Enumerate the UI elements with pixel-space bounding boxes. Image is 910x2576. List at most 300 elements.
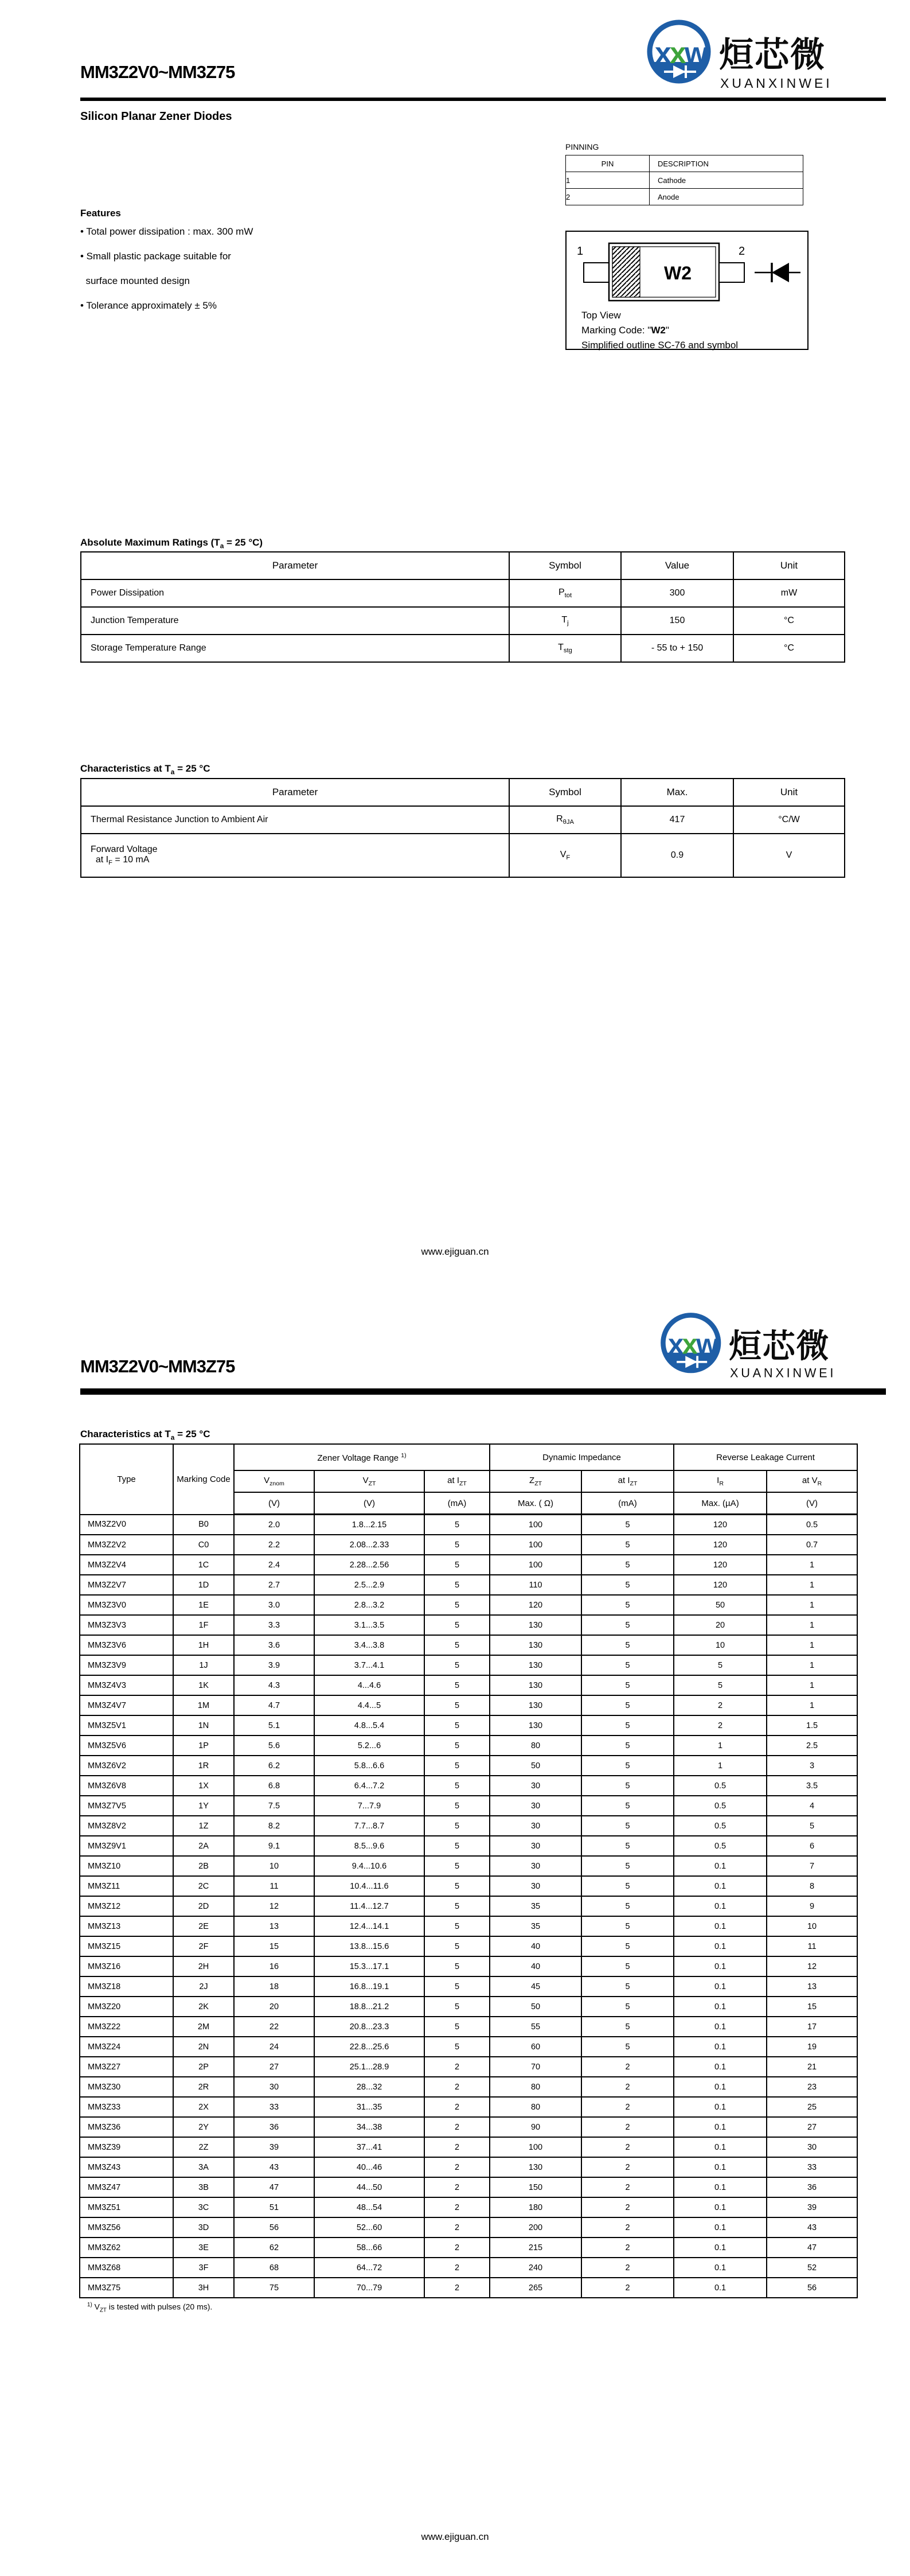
table-cell: 20.8...23.3: [314, 2017, 424, 2037]
logo-cn-text: 烜芯微: [719, 36, 826, 74]
table-row: [80, 2177, 857, 2197]
table-cell: 5.6: [234, 1736, 314, 1756]
table-cell: 2.08...2.33: [314, 1535, 424, 1555]
svg-text:xxw: [668, 1329, 718, 1360]
table-cell: 60: [490, 2037, 581, 2057]
table-cell: 2: [581, 2278, 674, 2298]
table-cell: 265: [490, 2278, 581, 2298]
table-row: [80, 2017, 857, 2037]
table-cell: 19: [767, 2037, 857, 2057]
table-cell: 110: [490, 1575, 581, 1595]
table-row: [80, 1635, 857, 1655]
table-row: [80, 1976, 857, 1997]
abs-max-heading: Absolute Maximum Ratings ($T_a = 25$ °C): [80, 537, 263, 550]
table-cell: 1D: [173, 1575, 234, 1595]
table-cell: 3B: [173, 2177, 234, 2197]
table-cell: 120: [674, 1575, 767, 1595]
table-cell: MM3Z20: [80, 1997, 173, 2017]
table-cell: 5: [424, 1936, 490, 1956]
table-cell: 2: [424, 2117, 490, 2137]
table-cell: 2.4: [234, 1555, 314, 1575]
table-cell: MM3Z51: [80, 2197, 173, 2217]
feature-item: • Total power dissipation : max. 300 mW: [80, 226, 253, 237]
table-cell: 11.4...12.7: [314, 1896, 424, 1916]
table-cell: 25: [767, 2097, 857, 2117]
table-cell: 1J: [173, 1655, 234, 1675]
column-unit: (V): [767, 1492, 857, 1515]
table-row: [80, 2077, 857, 2097]
table-cell: 30: [490, 1876, 581, 1896]
table-cell: 4.7: [234, 1695, 314, 1715]
table-cell: 30: [490, 1776, 581, 1796]
table-cell: 5: [424, 1595, 490, 1615]
table-cell: 0.1: [674, 1916, 767, 1936]
table-cell: 45: [490, 1976, 581, 1997]
table-row: [80, 2278, 857, 2298]
table-cell: 1: [674, 1736, 767, 1756]
table-cell: 2: [581, 2077, 674, 2097]
table-cell: 50: [490, 1997, 581, 2017]
features-section: [80, 208, 253, 318]
table-cell: 2C: [173, 1876, 234, 1896]
company-logo: [643, 15, 861, 95]
company-logo-icon: [657, 1308, 864, 1382]
table-cell: 12.4...14.1: [314, 1916, 424, 1936]
table-row: [80, 1997, 857, 2017]
table-cell: 5: [424, 1655, 490, 1675]
column-header: at $I_{ZT}$: [424, 1470, 490, 1492]
table-cell: 1: [767, 1615, 857, 1635]
table-cell: MM3Z27: [80, 2057, 173, 2077]
table-cell: 0.1: [674, 2137, 767, 2157]
table-cell: 2: [566, 189, 650, 205]
table-cell: 0.1: [674, 2117, 767, 2137]
table-row: [80, 1555, 857, 1575]
column-header: DESCRIPTION: [650, 155, 803, 172]
table-cell: 0.5: [674, 1776, 767, 1796]
table-row: [80, 1756, 857, 1776]
package-outline-box: [565, 231, 809, 350]
table-cell: MM3Z8V2: [80, 1816, 173, 1836]
table-cell: 10: [767, 1916, 857, 1936]
group-header-zener-voltage-range: Zener Voltage Range $^{1)}$: [234, 1444, 490, 1470]
table-cell: 62: [234, 2238, 314, 2258]
table-row: [80, 1796, 857, 1816]
table-cell: 130: [490, 1635, 581, 1655]
table-cell: 30: [490, 1836, 581, 1856]
column-unit: (mA): [581, 1492, 674, 1515]
table-cell: MM3Z36: [80, 2117, 173, 2137]
table-cell: 35: [490, 1916, 581, 1936]
table-cell: 5: [424, 1916, 490, 1936]
table-cell: 1: [674, 1756, 767, 1776]
logo-cn-text: 烜芯微: [729, 1328, 830, 1365]
table-cell: 64...72: [314, 2258, 424, 2278]
table-cell: 27: [234, 2057, 314, 2077]
table-row: [81, 834, 845, 877]
table-cell: 5: [581, 1796, 674, 1816]
table-cell: 47: [234, 2177, 314, 2197]
table-cell: 180: [490, 2197, 581, 2217]
column-header: $V_{ZT}$: [314, 1470, 424, 1492]
table-row: [80, 1675, 857, 1695]
table-row: [80, 1956, 857, 1976]
table-cell: 5: [581, 1936, 674, 1956]
table-cell: V: [733, 834, 845, 877]
table-cell: MM3Z3V3: [80, 1615, 173, 1635]
table-cell: 2: [581, 2137, 674, 2157]
table-cell: 3.4...3.8: [314, 1635, 424, 1655]
table-row: [81, 607, 845, 635]
table-cell: 33: [234, 2097, 314, 2117]
table-cell: 16: [234, 1956, 314, 1976]
table-cell: 43: [234, 2157, 314, 2177]
table-cell: 48...54: [314, 2197, 424, 2217]
table-cell: 2: [424, 2238, 490, 2258]
table-row: [80, 1575, 857, 1595]
table-cell: 4.4...5: [314, 1695, 424, 1715]
table-row: [81, 579, 845, 607]
table-cell: 90: [490, 2117, 581, 2137]
table-row: [80, 2217, 857, 2238]
table-cell: 2: [581, 2197, 674, 2217]
feature-item-wrap: surface mounted design: [80, 275, 190, 286]
logo-en-text: XUANXINWEI: [720, 76, 833, 91]
table-cell: °C: [733, 607, 845, 635]
table-cell: MM3Z12: [80, 1896, 173, 1916]
table-cell: 5: [424, 1635, 490, 1655]
column-header-type: Type: [80, 1444, 173, 1515]
table-cell: 120: [674, 1535, 767, 1555]
table-cell: 68: [234, 2258, 314, 2278]
table-cell: 52...60: [314, 2217, 424, 2238]
table-row: [80, 1655, 857, 1675]
table-cell: 8.5...9.6: [314, 1836, 424, 1856]
column-unit: Max. ( Ω): [490, 1492, 581, 1515]
table-cell: 2: [424, 2217, 490, 2238]
table-cell: 39: [234, 2137, 314, 2157]
table-cell: 2E: [173, 1916, 234, 1936]
table-cell: 52: [767, 2258, 857, 2278]
table-cell: 2.5: [767, 1736, 857, 1756]
table-cell: 300: [621, 579, 733, 607]
table-cell: 2: [581, 2258, 674, 2278]
table-cell: 100: [490, 1535, 581, 1555]
table-cell: 0.1: [674, 2037, 767, 2057]
table-cell: MM3Z10: [80, 1856, 173, 1876]
table-cell: 7.5: [234, 1796, 314, 1816]
table-cell: 3F: [173, 2258, 234, 2278]
table-cell: 37...41: [314, 2137, 424, 2157]
marking-code-label: W2: [664, 263, 692, 283]
column-header-marking-code: Marking Code: [173, 1444, 234, 1515]
table-row: [80, 2057, 857, 2077]
company-logo: [657, 1308, 864, 1384]
table-row: [80, 1595, 857, 1615]
table-cell: 5: [581, 1776, 674, 1796]
table-cell: 0.1: [674, 1896, 767, 1916]
footer-url: www.ejiguan.cn: [421, 2531, 489, 2542]
table-cell: 5: [424, 1535, 490, 1555]
table-cell: 4.3: [234, 1675, 314, 1695]
column-header: Parameter: [81, 552, 509, 579]
column-header: at $V_R$: [767, 1470, 857, 1492]
table-cell: 1Z: [173, 1816, 234, 1836]
table-cell: MM3Z43: [80, 2157, 173, 2177]
table-cell: 10.4...11.6: [314, 1876, 424, 1896]
table-cell: 0.1: [674, 1976, 767, 1997]
table-cell: 80: [490, 2077, 581, 2097]
table-cell: 2: [424, 2177, 490, 2197]
table-cell: Cathode: [650, 172, 803, 189]
table-cell: 80: [490, 2097, 581, 2117]
column-unit: (V): [234, 1492, 314, 1515]
table-cell: 130: [490, 1715, 581, 1736]
table-cell: 58...66: [314, 2238, 424, 2258]
table-cell: 39: [767, 2197, 857, 2217]
table-cell: 5: [581, 1997, 674, 2017]
table-cell: °C: [733, 635, 845, 662]
table-header-row: [81, 779, 845, 806]
table-cell: 3.5: [767, 1776, 857, 1796]
table-cell: 2.28...2.56: [314, 1555, 424, 1575]
table-cell: 2N: [173, 2037, 234, 2057]
table-cell: 6: [767, 1836, 857, 1856]
table-cell: MM3Z2V7: [80, 1575, 173, 1595]
table-cell: MM3Z18: [80, 1976, 173, 1997]
table-row: [80, 2238, 857, 2258]
pinning-heading: PINNING: [565, 142, 599, 151]
table-cell: 17: [767, 2017, 857, 2037]
table-row: [81, 635, 845, 662]
table-cell: 2J: [173, 1976, 234, 1997]
table-cell: 13.8...15.6: [314, 1936, 424, 1956]
diode-symbol-icon: [772, 263, 789, 282]
table-cell: MM3Z15: [80, 1936, 173, 1956]
table-cell: 0.1: [674, 2258, 767, 2278]
table-cell: 3: [767, 1756, 857, 1776]
pin1-label: 1: [577, 245, 584, 258]
table-cell: 5: [424, 1675, 490, 1695]
table-cell: 75: [234, 2278, 314, 2298]
table-cell: 5: [581, 1956, 674, 1976]
table-cell: 47: [767, 2238, 857, 2258]
table-cell: 0.1: [674, 2238, 767, 2258]
table-cell: 5: [424, 1575, 490, 1595]
table-cell: MM3Z3V0: [80, 1595, 173, 1615]
table-cell: 417: [621, 806, 733, 834]
table-cell: 130: [490, 1655, 581, 1675]
table-cell: 1F: [173, 1615, 234, 1635]
table-cell: 2: [674, 1695, 767, 1715]
column-header: PIN: [566, 155, 650, 172]
table-cell: MM3Z22: [80, 2017, 173, 2037]
table-cell: 130: [490, 1675, 581, 1695]
table-cell: 2D: [173, 1896, 234, 1916]
table-cell: 10: [674, 1635, 767, 1655]
table-row: [80, 1515, 857, 1535]
table-cell: 3.9: [234, 1655, 314, 1675]
table-cell: 1: [767, 1695, 857, 1715]
table-cell: 120: [490, 1595, 581, 1615]
table-cell: 5: [581, 1675, 674, 1695]
table-cell: 5: [581, 2017, 674, 2037]
table-cell: 2: [424, 2057, 490, 2077]
table-cell: 12: [234, 1896, 314, 1916]
table-cell: 5: [424, 1715, 490, 1736]
table-cell: 2.0: [234, 1515, 314, 1535]
table-cell: 70: [490, 2057, 581, 2077]
column-header: Symbol: [509, 779, 621, 806]
table-cell: 13: [767, 1976, 857, 1997]
table-cell: 40: [490, 1956, 581, 1976]
table-cell: 1N: [173, 1715, 234, 1736]
table-cell: 5: [424, 1836, 490, 1856]
table-cell: 2: [424, 2278, 490, 2298]
table-cell: MM3Z33: [80, 2097, 173, 2117]
feature-item: • Small plastic package suitable for: [80, 251, 231, 262]
table-cell: 120: [674, 1555, 767, 1575]
table-cell: 5: [581, 1976, 674, 1997]
table-cell: 1: [767, 1555, 857, 1575]
table-cell: MM3Z5V6: [80, 1736, 173, 1756]
table-cell: 2: [581, 2117, 674, 2137]
table-cell: 50: [490, 1756, 581, 1776]
abs-max-table: [80, 551, 845, 663]
table-cell: 5: [424, 2017, 490, 2037]
table-cell: 5: [581, 1856, 674, 1876]
table-cell: 0.1: [674, 1956, 767, 1976]
footnote: $^{1)}$ $V_{ZT}$ is tested with pulses (20 ms).: [87, 2302, 213, 2314]
table-cell: 15: [234, 1936, 314, 1956]
table-cell: 1: [566, 172, 650, 189]
table-cell: 5: [581, 1896, 674, 1916]
table-cell: MM3Z3V6: [80, 1635, 173, 1655]
table-cell: 5: [424, 1997, 490, 2017]
page-subtitle: Silicon Planar Zener Diodes: [80, 110, 232, 123]
table-cell: 34...38: [314, 2117, 424, 2137]
table-cell: 13: [234, 1916, 314, 1936]
table-cell: 44...50: [314, 2177, 424, 2197]
table-row: [80, 1615, 857, 1635]
table-cell: 30: [490, 1816, 581, 1836]
table-cell: - 55 to + 150: [621, 635, 733, 662]
table-row: [81, 806, 845, 834]
table-cell: 0.1: [674, 2077, 767, 2097]
table-cell: MM3Z39: [80, 2137, 173, 2157]
table-row: [80, 1715, 857, 1736]
table-cell: MM3Z2V0: [80, 1515, 173, 1535]
table-cell: 5: [581, 1695, 674, 1715]
table-cell: 0.5: [767, 1515, 857, 1535]
table-cell: 2: [424, 2137, 490, 2157]
table-cell: 70...79: [314, 2278, 424, 2298]
title-rule: [80, 1388, 886, 1395]
table-row: [80, 1695, 857, 1715]
table-cell: 0.1: [674, 1876, 767, 1896]
table-cell: 3.6: [234, 1635, 314, 1655]
table-cell: 1E: [173, 1595, 234, 1615]
table-cell: 215: [490, 2238, 581, 2258]
table-cell: MM3Z47: [80, 2177, 173, 2197]
table-cell: 36: [767, 2177, 857, 2197]
table-cell: Forward Voltage at $I_F = 10$ mA: [81, 834, 509, 877]
table-row: [80, 2097, 857, 2117]
table-cell: 1: [767, 1675, 857, 1695]
caption-top-view: Top View: [581, 310, 621, 321]
table-cell: 2: [424, 2157, 490, 2177]
table-cell: MM3Z7V5: [80, 1796, 173, 1816]
table-cell: 5: [581, 1535, 674, 1555]
table-cell: 4: [767, 1796, 857, 1816]
table-cell: 1Y: [173, 1796, 234, 1816]
table-cell: 3.7...4.1: [314, 1655, 424, 1675]
table-cell: 5.1: [234, 1715, 314, 1736]
table-cell: MM3Z4V3: [80, 1675, 173, 1695]
table-row: [80, 1736, 857, 1756]
table-cell: 130: [490, 1615, 581, 1635]
logo-letter: x: [667, 1328, 682, 1360]
table-cell: 2H: [173, 1956, 234, 1976]
table-cell: 5: [424, 1695, 490, 1715]
table-cell: MM3Z62: [80, 2238, 173, 2258]
table-cell: MM3Z9V1: [80, 1836, 173, 1856]
page-title: MM3Z2V0~MM3Z75: [80, 1356, 235, 1376]
table-cell: 5: [581, 2037, 674, 2057]
table-cell: 7...7.9: [314, 1796, 424, 1816]
table-cell: 2: [581, 2157, 674, 2177]
table-row: [80, 2037, 857, 2057]
table-cell: °C/W: [733, 806, 845, 834]
table-cell: 5: [424, 1736, 490, 1756]
table-cell: 2A: [173, 1836, 234, 1856]
table-cell: 0.1: [674, 1997, 767, 2017]
table-cell: 5: [581, 1876, 674, 1896]
table-cell: 3.3: [234, 1615, 314, 1635]
table-cell: 11: [234, 1876, 314, 1896]
table-cell: 2M: [173, 2017, 234, 2037]
table-cell: 2Z: [173, 2137, 234, 2157]
table-cell: 1.8...2.15: [314, 1515, 424, 1535]
column-header: Unit: [733, 779, 845, 806]
table-cell: 5: [424, 1615, 490, 1635]
table-cell: 2: [674, 1715, 767, 1736]
table-cell: MM3Z11: [80, 1876, 173, 1896]
logo-letter: x: [655, 37, 670, 70]
table-cell: 2R: [173, 2077, 234, 2097]
table-cell: 0.7: [767, 1535, 857, 1555]
table-cell: 150: [490, 2177, 581, 2197]
table-cell: 5: [581, 1736, 674, 1756]
column-header: $V_{znom}$: [234, 1470, 314, 1492]
table-cell: 16.8...19.1: [314, 1976, 424, 1997]
table-row: [80, 1916, 857, 1936]
table-row: [80, 2117, 857, 2137]
table-cell: 18.8...21.2: [314, 1997, 424, 2017]
table-cell: 5: [581, 1816, 674, 1836]
table-cell: 130: [490, 2157, 581, 2177]
table-cell: $V_F$: [509, 834, 621, 877]
table-cell: 3H: [173, 2278, 234, 2298]
table-cell: 5.8...6.6: [314, 1756, 424, 1776]
table-cell: 2: [581, 2177, 674, 2197]
caption-marking-code: [581, 323, 807, 338]
table-cell: 5: [424, 1816, 490, 1836]
features-list: [80, 219, 253, 318]
column-header: $I_R$: [674, 1470, 767, 1492]
table-cell: 0.1: [674, 2017, 767, 2037]
column-header: at $I_{ZT}$: [581, 1470, 674, 1492]
